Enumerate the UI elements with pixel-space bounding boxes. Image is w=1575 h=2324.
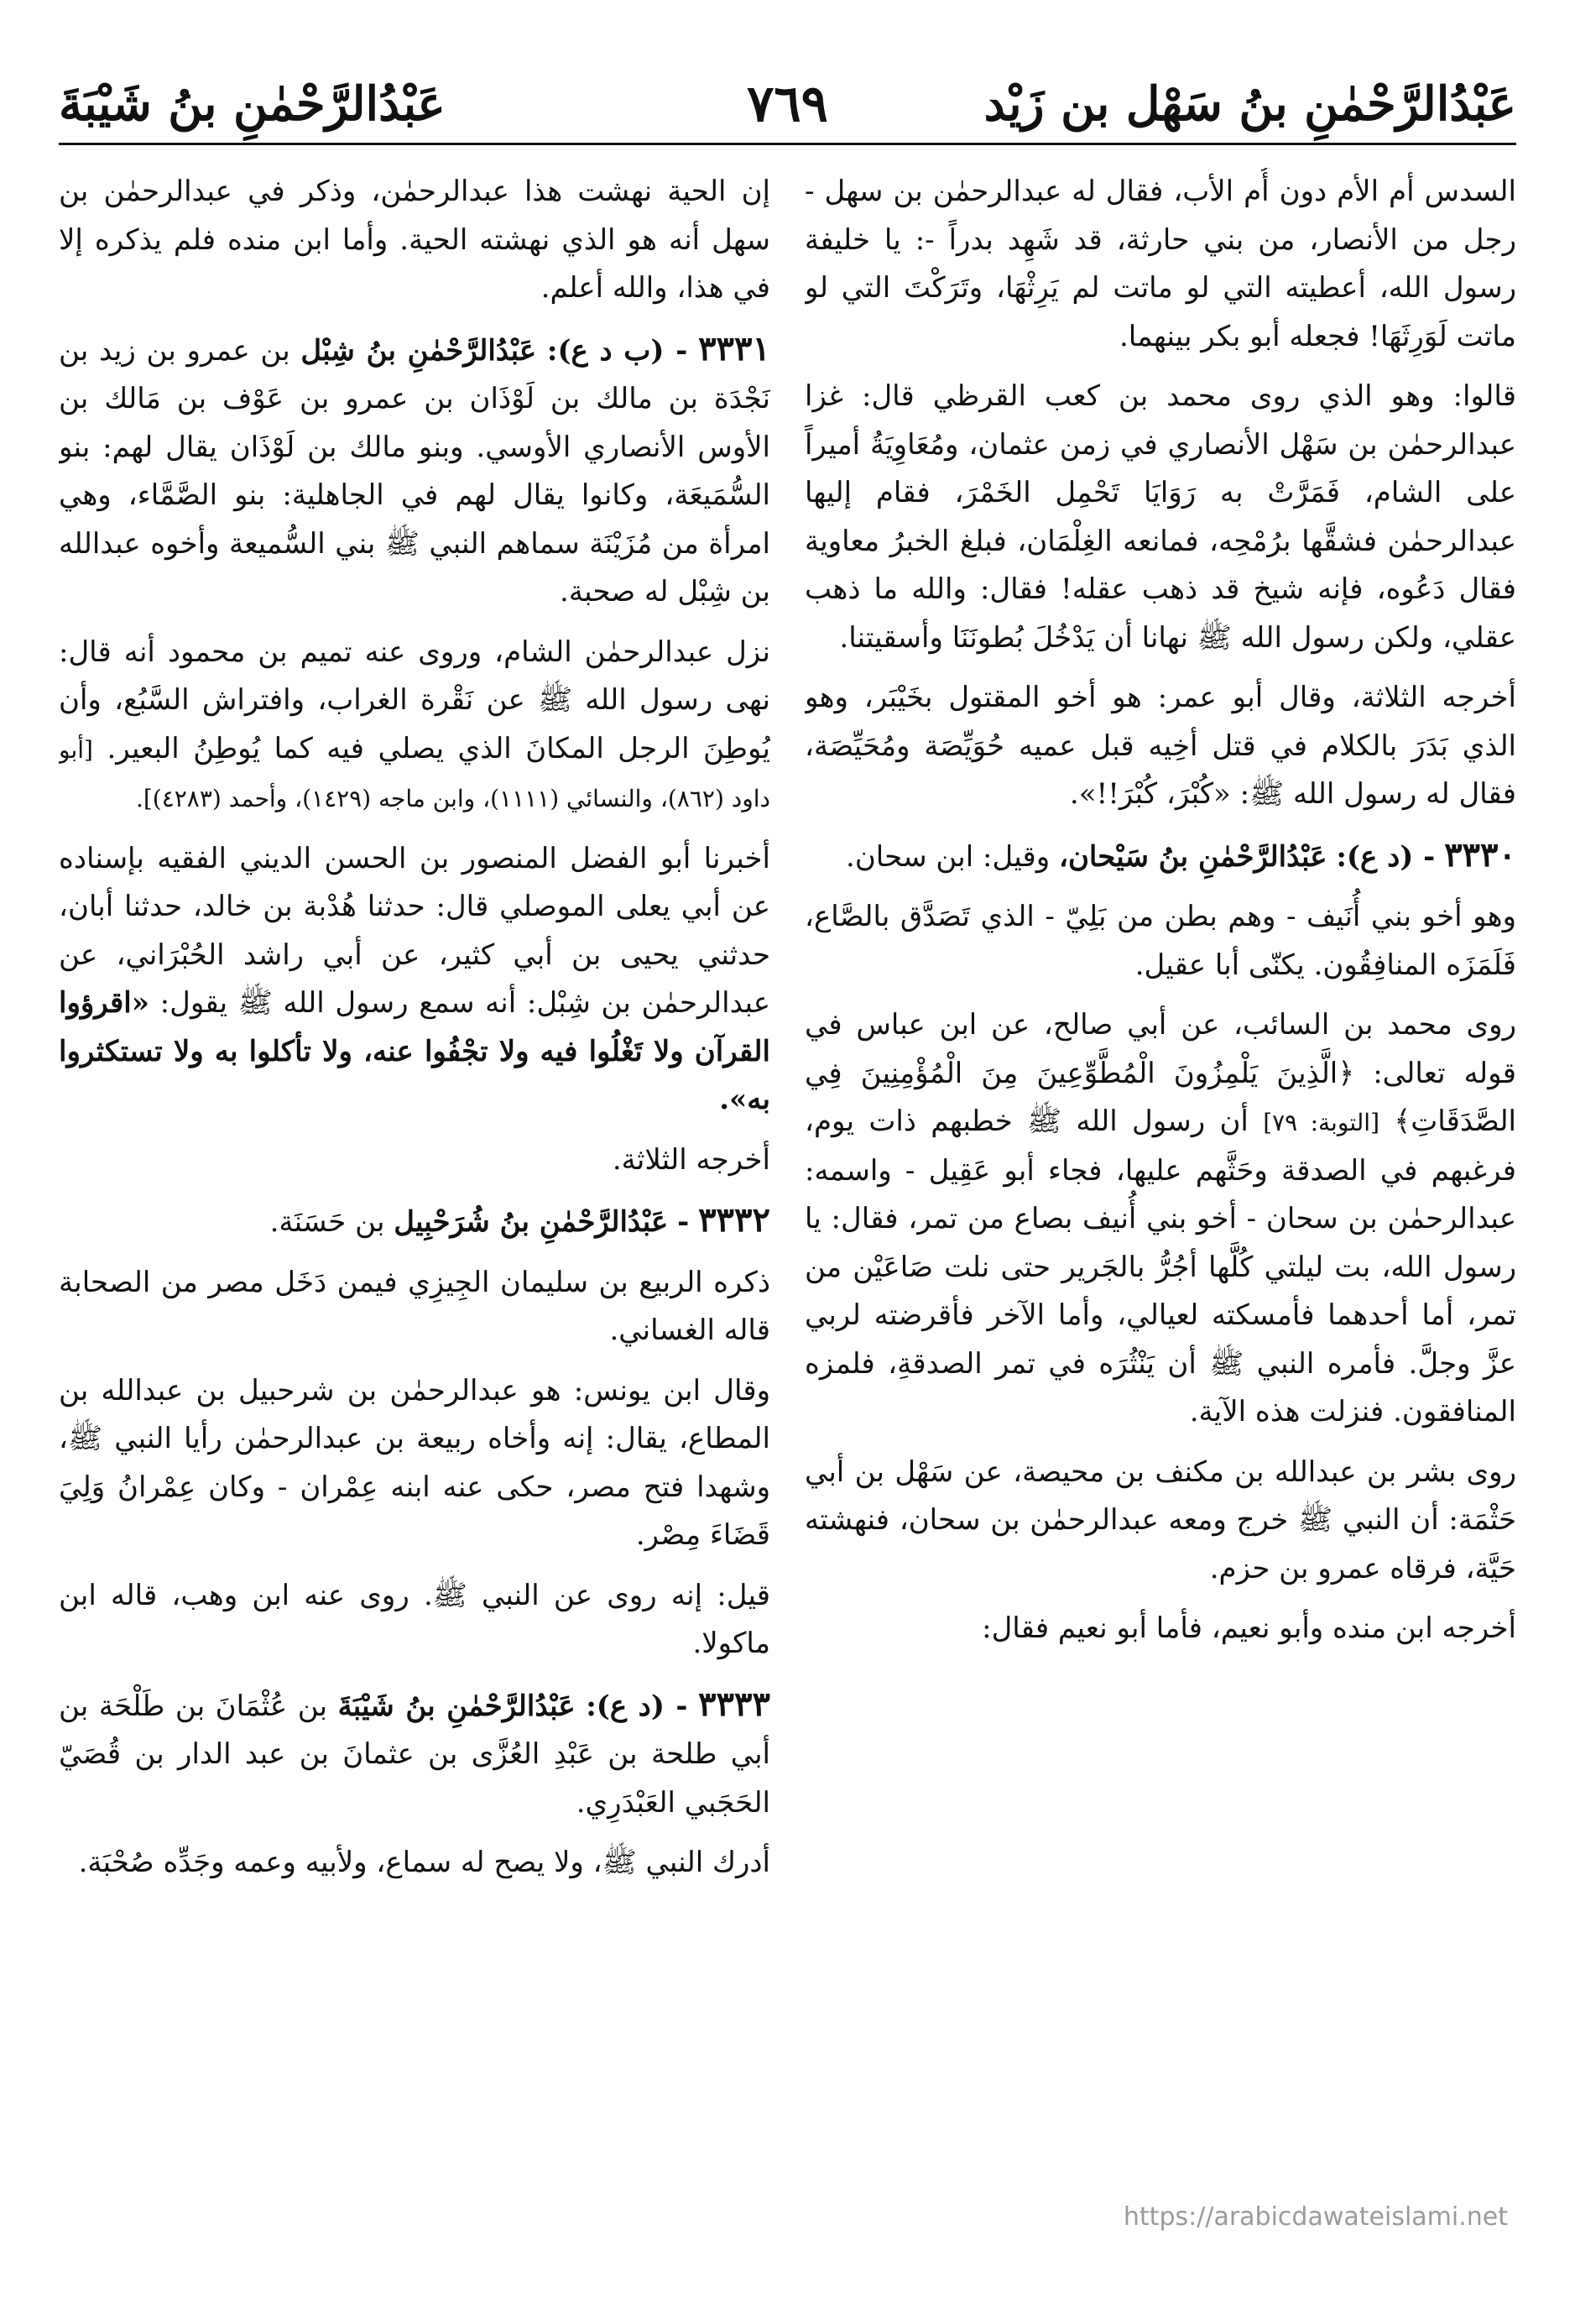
running-title-left: عَبْدُالرَّحْمٰنِ بنُ شَيْبَةَ [59,76,446,132]
paragraph: أخرجه الثلاثة. [612,1142,770,1177]
paragraph [59,629,770,823]
hadith-reference: [أبو داود (٨٦٢)، والنسائي (١١١١)، وابن ماجه (١٤٢٩)، وأحمد (٤٢٨٣)]. [59,735,770,812]
paragraph: أدرك النبي ﷺ، ولا يصح له سماع، ولأبيه وعمه وجَدِّه صُحْبَة. [78,1846,770,1879]
entry-code: - (ب د ع): [546,333,688,368]
paragraph-text: أن رسول الله ﷺ خطبهم ذات يوم، فرغبهم في الصدقة وحَثَّهم عليها، فجاء أبو عَقِيل - واسمه: عبدالرحمٰن بن سحان - أخو بني أُنيف بصاع من تمر، فقال: يا رسول الله، بت ليلتي كُلَّها أجُرُّ بالجَرير حتى نلت صَاعَيْن من تمر، أما أحدهما فأمسكته لعيالي، وأما الآخر فأقرضته لربي عزَّ وجلَّ. فأمره النبي ﷺ أن يَنْثُرَه في تمر الصدقةِ، فلمزه المنافقون. فنزلت هذه الآية. [805,1105,1516,1428]
entry-number: ٣٣٣٠ [1444,834,1516,875]
paragraph: قيل: إنه روى عن النبي ﷺ. روى عنه ابن وهب، قاله ابن ماكولا. [59,1578,770,1660]
entry-name: عَبْدُالرَّحْمٰنِ بنُ سَيْحان، [1058,839,1327,874]
entry-text: وقيل: ابن سحان. [846,839,1051,874]
entry-code: - [677,1205,690,1239]
entry-text: بن حَسَنَة. [269,1205,385,1239]
paragraph: أخرجه ابن منده وأبو نعيم، فأما أبو نعيم فقال: [982,1611,1516,1645]
paragraph: ذكره الربيع بن سليمان الجِيزِي فيمن دَخَل مصر من الصحابة قاله الغساني. [59,1265,770,1347]
entry-number: ٣٣٣١ [698,328,770,368]
entry-name: عَبْدُالرَّحْمٰنِ بنُ شِبْل [300,333,537,368]
entry-text: بن عُثْمَانَ بن طَلْحَة بن أبي طلحة بن عَبْدِ العُزَّى بن عثمانَ بن عبد الدار بن قُصَيّ الحَجَبي العَبْدَرِي. [59,1689,770,1820]
quran-reference: [التوبة: ٧٩] [1263,1109,1380,1136]
entry-code: - (د ع): [586,1689,688,1723]
right-column [805,168,1516,2266]
paragraph [805,1001,1516,1437]
paragraph: روى بشر بن عبدالله بن مكنف بن محيصة، عن سَهْل بن أبي حَثْمَة: أن النبي ﷺ خرج ومعه عبدالرحمٰن بن سحان، فنهشته حَيَّة، فرقاه عمرو بن حزم. [805,1454,1516,1585]
paragraph: وقال ابن يونس: هو عبدالرحمٰن بن شرحبيل بن عبدالله بن المطاع، يقال: إنه وأخاه ربيعة بن عبدالرحمٰن رأيا النبي ﷺ، وشهدا فتح مصر، حكى عنه ابنه عِمْران - وكان عِمْرانُ وَلِيَ قَضَاءَ مِصْر. [59,1373,770,1552]
entry-3332 [59,1196,770,1247]
entry-text: بن عمرو بن زيد بن نَجْدَة بن مالك بن لَوْذَان بن عمرو بن عَوْف بن مَالك بن الأوس الأنصاري الأوسي. وبنو مالك بن لَوْذَان يقال لهم: بنو السُّمَيعَة، وكانوا يقال لهم في الجاهلية: بنو الصَّمَّاء، وهي امرأة من مُزَيْنَة سماهم النبي ﷺ بني السُّميعة وأخوه عبدالله بن شِبْل له صحبة. [59,333,770,608]
paragraph: وهو أخو بني أُنَيف - وهم بطن من بَلِيّ - الذي تَصَدَّق بالصَّاع، فَلَمَزَه المنافِقُون. يكنّى أبا عقيل. [805,900,1516,982]
page-header [59,65,1516,145]
entry-3330 [805,831,1516,882]
entry-number: ٣٣٣٢ [698,1200,770,1240]
entry-name: عَبْدُالرَّحْمٰنِ بنُ شُرَحْبِيل [394,1205,669,1239]
entry-3331 [59,325,770,617]
paragraph [59,835,770,1125]
paragraph-text: أخبرنا أبو الفضل المنصور بن الحسن الديني الفقيه بإسناده عن أبي يعلى الموصلي قال: حدثنا هُدْبة بن خالد، حدثنا أبان، حدثني يحيى بن أبي كثير، عن أبي راشد الحُبْرَاني، عن عبدالرحمٰن بن شِبْل: أنه سمع رسول الله ﷺ يقول: [59,841,770,1020]
paragraph-text: روى محمد بن السائب، عن أبي صالح، عن ابن عباس في قوله تعالى: ﴿الَّذِينَ يَلْمِزُونَ الْمُطَّوِّعِينَ مِنَ الْمُؤْمِنِينَ فِي الصَّدَقَاتِ﴾ [805,1008,1516,1138]
paragraph: إن الحية نهشت هذا عبدالرحمٰن، وذكر في عبدالرحمٰن بن سهل أنه هو الذي نهشته الحية. وأما ابن منده فلم يذكره إلا في هذا، والله أعلم. [59,175,770,305]
paragraph: السدس أم الأم دون أُم الأب، فقال له عبدالرحمٰن بن سهل - رجل من الأنصار، من بني حارثة، قد شَهِد بدراً -: يا خليفة رسول الله، أعطيته التي لو ماتت لم يَرِثْهَا، وتَرَكْتَ التي لو ماتت لَوَرِثَهَا! فجعله أبو بكر بينهما. [805,175,1516,353]
page-number: ٧٦٩ [747,75,828,133]
left-column [59,168,770,2266]
hadith-quote: «اقرؤوا القرآن ولا تَغْلُوا فيه ولا تجْفُوا عنه، ولا تأكلوا به ولا تستكثروا به». [59,986,770,1116]
entry-3333 [59,1680,770,1828]
paragraph: قالوا: وهو الذي روى محمد بن كعب القرظي قال: غزا عبدالرحمٰن بن سَهْل الأنصاري في زمن عثمان، ومُعَاوِيَةُ أميراً على الشام، فَمَرَّتْ به رَوَايَا تَحْمِل الخَمْرَ، فقام إليها عبدالرحمٰن فشقَّها برُمْحِه، فمانعه الغِلْمَان، فبلغ الخبرُ معاوية فقال دَعُوه، فإنه شيخ قد ذهب عقله! فقال: والله ما ذهب عقلي، ولكن رسول الله ﷺ نهانا أن يَدْخُلَ بُطونَنَا وأسقيتنا. [805,379,1516,655]
paragraph-text: نزل عبدالرحمٰن الشام، وروى عنه تميم بن محمود أنه قال: نهى رسول الله ﷺ عن نَقْرة الغراب، وافتراش السَّبُع، وأن يُوطِنَ الرجل المكانَ الذي يصلي فيه كما يُوطِنُ البعير. [59,635,770,765]
running-title-right: عَبْدُالرَّحْمٰنِ بنُ سَهْل بن زَيْد [983,76,1516,132]
entry-code: - (د ع): [1336,839,1436,874]
paragraph: أخرجه الثلاثة، وقال أبو عمر: هو أخو المقتول بخَيْبَر، وهو الذي بَدَرَ بالكلام في قتل أخِيه قبل عميه حُوَيِّصَة ومُحَيِّصَة، فقال له رسول الله ﷺ: «كُبْرَ، كُبْرَ!!». [805,681,1516,811]
watermark-url: https://arabicdawateislami.net [1123,2202,1508,2232]
entry-name: عَبْدُالرَّحْمٰنِ بنُ شَيْبَةَ [337,1689,576,1723]
entry-number: ٣٣٣٣ [698,1684,770,1724]
